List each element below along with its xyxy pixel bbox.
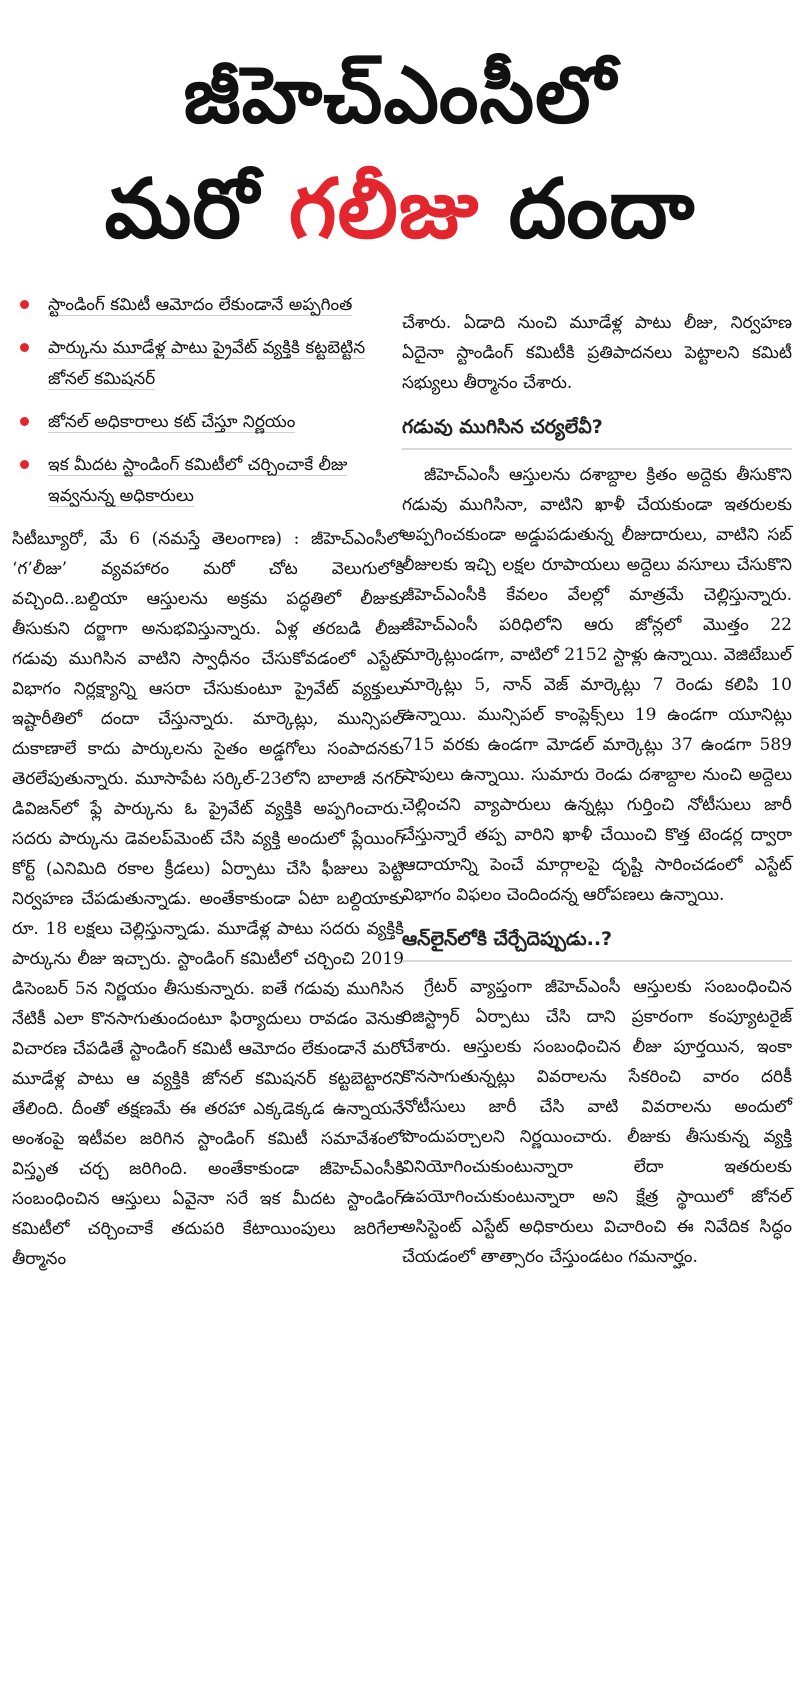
- section-heading-online: ఆన్‌లైన్‌లోకి చేర్చేదెప్పుడు..?: [402, 922, 792, 962]
- headline-part-before: మరో: [104, 162, 289, 257]
- highlight-item: [12, 407, 404, 438]
- section-paragraph-deadline: జీహెచ్‌ఎంసీ ఆస్తులను దశాబ్దాల క్రితం అద్దెకు తీసుకొని గడువు ముగిసినా, వాటిని ఖాళీ చేయకుండా ఇతరులకు అప్పగించకుండా అడ్డుపడుతున్న లీజుదారులు, వాటిని సబ్‌ లీజులకు ఇచ్చి లక్షల రూపాయలు అద్దెలు వసూలు చేసుకొని జీహెచ్‌ఎంసీకి కేవలం వేలల్లో మాత్రమే చెల్లిస్తున్నారు. జీహెచ్‌ఎంసీ పరిధిలోని ఆరు జోన్లలో మొత్తం 22 మార్కెట్లుండగా, వాటిలో 2152 స్టాళ్లు ఉన్నాయి. వెజిటేబుల్‌ మార్కెట్లు 5, నాన్‌ వెజ్‌ మార్కెట్లు 7 రెండు కలిపి 10 ఉన్నాయి. మున్సిపల్‌ కాంప్లెక్స్‌లు 19 ఉండగా యూనిట్లు 715 వరకు ఉండగా మోడల్‌ మార్కెట్లు 37 ఉండగా 589 షాపులు ఉన్నాయి. సుమారు రెండు దశాబ్దాల నుంచి అద్దెలు చెల్లించని వ్యాపారులు ఉన్నట్లు గుర్తించి నోటీసులు జారీ చేస్తున్నారే తప్ప వారిని ఖాళీ చేయించి కొత్త టెండర్ల ద్వారా ఆదాయాన్ని పెంచే మార్గాలపై దృష్టి సారించడంలో ఎస్టేట్‌ విభాగం విఫలం చెందిందన్న ఆరోపణలు ఉన్నాయి.: [402, 465, 792, 905]
- left-column: [12, 290, 404, 1282]
- highlight-text: స్టాండింగ్‌ కమిటీ ఆమోదం లేకుండానే అప్పగింత: [48, 295, 353, 315]
- highlight-item: [12, 290, 404, 321]
- section-heading-deadline: గడువు ముగిసిన చర్యలేవీ?: [402, 410, 792, 450]
- highlights-list: [12, 290, 404, 512]
- bullet-dot-icon: [20, 343, 29, 352]
- section-paragraph-online: గ్రేటర్‌ వ్యాప్తంగా జీహెచ్‌ఎంసీ ఆస్తులకు సంబంధించిన రిజిస్ట్రార్‌ ఏర్పాటు చేసి దాని ప్రకారంగా కంప్యూటరైజ్‌ చేశారు. ఆస్తులకు సంబంధించిన లీజు పూర్తయిన, ఇంకా కొనసాగుతున్నట్లు వివరాలను సేకరించి వారం దరికీ నోటీసులు జారీ చేసి వాటి వివరాలను అందులో పొందుపర్చాలని నిర్ణయించారు. లీజుకు తీసుకున్న వ్యక్తి వినియోగించుకుంటున్నారా లేదా ఇతరులకు ఉపయోగించుకుంటున్నారా అని క్షేత్ర స్థాయిలో జోనల్‌ అసిస్టెంట్‌ ఎస్టేట్‌ అధికారులు విచారించి ఈ నివేదిక సిద్ధం చేయడంలో తాత్సారం చేస్తుండటం గమనార్హం.: [402, 977, 792, 1267]
- article-lead-paragraph: సిటీబ్యూరో, మే 6 (నమస్తే తెలంగాణ) : జీహెచ్‌ఎంసీలో ‘గ’లీజు’ వ్యవహారం మరో చోట వెలుగులోకి వచ్చింది..బల్దియా ఆస్తులను అక్రమ పద్ధతిలో లీజుకు తీసుకుని దర్జాగా అనుభవిస్తున్నారు. ఏళ్ల తరబడి లీజు గడువు ముగిసిన వాటిని స్వాధీనం చేసుకోవడంలో ఎస్టేట్‌ విభాగం నిర్లక్ష్యాన్ని ఆసరా చేసుకుంటూ ప్రైవేట్‌ వ్యక్తులు ఇష్టారీతిలో దందా చేస్తున్నారు. మార్కెట్లు, మున్సిపల్‌ దుకాణాలే కాదు పార్కులను సైతం అడ్డగోలు సంపాదనకు తెరలేపుతున్నారు. మూసాపేట సర్కిల్‌-23లోని బాలాజీ నగర్‌ డివిజన్‌లో ఫ్లే పార్కును ఓ ప్రైవేట్‌ వ్యక్తికి అప్పగించారు. సదరు పార్కును డెవలప్‌మెంట్‌ చేసి వ్యక్తి అందులో ప్లేయింగ్‌ కోర్ట్‌ (ఎనిమిది రకాల క్రీడలు) ఏర్పాటు చేసి ఫీజులు పెట్టి నిర్వహణ చేపడుతున్నాడు. అంతేకాకుండా ఏటా బల్దియాకు రూ. 18 లక్షలు చెల్లిస్తున్నాడు. మూడేళ్ల పాటు సదరు వ్యక్తికి పార్కును లీజు ఇచ్చారు. స్టాండింగ్‌ కమిటీలో చర్చించి 2019 డిసెంబర్‌ 5న నిర్ణయం తీసుకున్నారు. ఐతే గడువు ముగిసిన నేటికీ ఎలా కొనసాగుతుందంటూ ఫిర్యాదులు రావడం వెనుక విచారణ చేపడితే స్టాండింగ్‌ కమిటీ ఆమోదం లేకుండానే మరో మూడేళ్ల పాటు ఆ వ్యక్తికి జోనల్‌ కమిషనర్‌ కట్టబెట్టారని తేలింది. దీంతో తక్షణమే ఈ తరహా ఎక్కడెక్కడ ఉన్నాయనే అంశంపై ఇటీవల జరిగిన స్టాండింగ్‌ కమిటీ సమావేశంలో విస్తృత చర్చ జరిగింది. అంతేకాకుండా జీహెచ్‌ఎంసీకి సంబంధించిన ఆస్తులు ఏవైనా సరే ఇక మీదట స్టాండింగ్‌ కమిటీలో చర్చించాకే తదుపరి కేటాయింపులు జరిగేలా తీర్మానం: [12, 529, 404, 1269]
- highlight-text: జోనల్‌ అధికారాలు కట్‌ చేస్తూ నిర్ణయం: [48, 412, 296, 432]
- highlight-text: ఇక మీదట స్టాండింగ్‌ కమిటీలో చర్చించాకే లీజు ఇవ్వనున్న అధికారులు: [48, 455, 348, 506]
- headline-part-after: దందా: [479, 162, 696, 257]
- headline-highlight-word: గలీజు: [288, 162, 480, 257]
- highlight-item: [12, 450, 404, 512]
- right-column: [402, 308, 792, 1280]
- highlight-item: [12, 333, 404, 395]
- headline-line-2: [0, 158, 800, 262]
- bullet-dot-icon: [20, 460, 29, 469]
- headline-line-1: జీహెచ్‌ఎంసీలో: [183, 51, 617, 141]
- bullet-dot-icon: [20, 417, 29, 426]
- article-lead-continuation: చేశారు. ఏడాది నుంచి మూడేళ్ల పాటు లీజు, నిర్వహణ ఏదైనా స్టాండింగ్‌ కమిటీకి ప్రతిపాదనలు పెట్టాలని కమిటీ సభ్యులు తీర్మానం చేశారు.: [402, 313, 792, 393]
- highlight-text: పార్కును మూడేళ్ల పాటు ప్రైవేట్‌ వ్యక్తికి కట్టబెట్టిన జోనల్‌ కమిషనర్‌: [48, 338, 366, 389]
- bullet-dot-icon: [20, 300, 29, 309]
